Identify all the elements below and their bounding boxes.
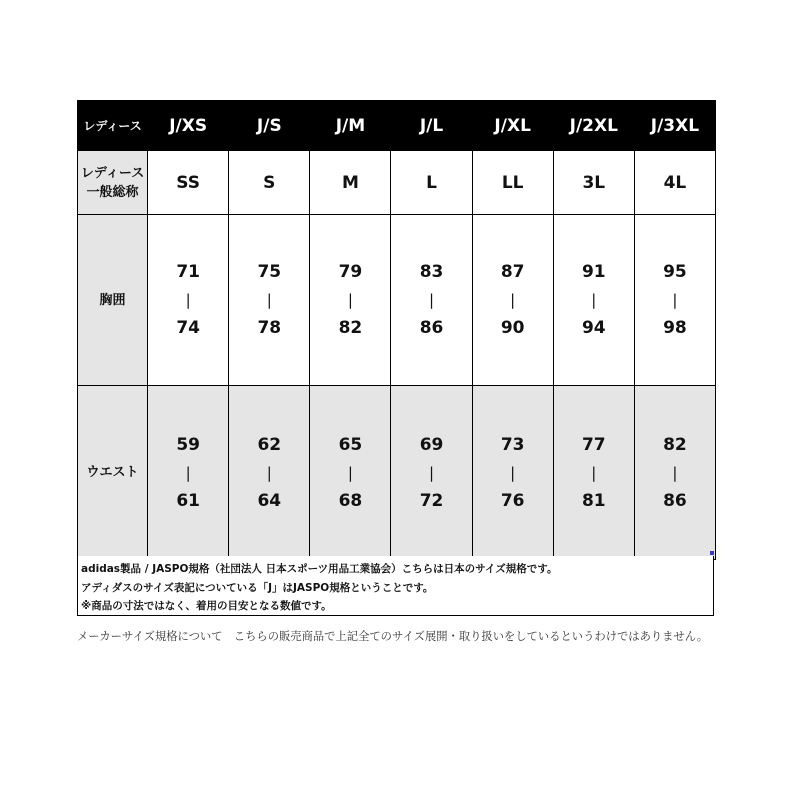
general-size-cell: S xyxy=(229,151,310,215)
range-min: 75 xyxy=(257,262,282,282)
range-min: 82 xyxy=(663,434,687,455)
waist-cell xyxy=(553,386,634,560)
range-max: 82 xyxy=(338,318,363,338)
range-max: 78 xyxy=(257,318,282,338)
size-header: J/3XL xyxy=(634,101,715,151)
header-row xyxy=(78,101,716,151)
range-max: 81 xyxy=(581,490,606,511)
chest-cell xyxy=(472,215,553,386)
range-max: 64 xyxy=(257,490,282,511)
chest-label: 胸囲 xyxy=(78,215,148,386)
waist-cell xyxy=(310,386,391,560)
range-separator: | xyxy=(672,463,678,482)
range-min: 73 xyxy=(500,434,525,455)
range-separator: | xyxy=(185,291,191,309)
general-size-cell: 3L xyxy=(553,151,634,215)
range-max: 98 xyxy=(663,318,687,338)
range-min: 65 xyxy=(338,434,363,455)
range-min: 69 xyxy=(419,434,444,455)
general-size-row xyxy=(78,151,716,215)
range-separator: | xyxy=(266,463,272,482)
range-min: 59 xyxy=(176,434,200,455)
waist-label: ウエスト xyxy=(78,386,148,560)
general-size-cell: M xyxy=(310,151,391,215)
range-separator: | xyxy=(347,463,353,482)
waist-row xyxy=(78,386,716,560)
range-min: 62 xyxy=(257,434,282,455)
range-max: 76 xyxy=(500,490,525,511)
waist-cell xyxy=(391,386,472,560)
range-max: 61 xyxy=(176,490,200,511)
note-line: adidas製品 / JASPO規格（社団法人 日本スポーツ用品工業協会）こちらは日本のサイズ規格です。 xyxy=(81,563,558,575)
size-chart-table xyxy=(77,100,716,560)
range-separator: | xyxy=(591,463,597,482)
waist-cell xyxy=(148,386,229,560)
range-min: 71 xyxy=(176,262,200,282)
range-separator: | xyxy=(510,291,516,309)
chest-cell xyxy=(553,215,634,386)
range-separator: | xyxy=(510,463,516,482)
range-min: 87 xyxy=(500,262,525,282)
range-max: 86 xyxy=(663,490,687,511)
chest-cell xyxy=(391,215,472,386)
range-min: 95 xyxy=(663,262,687,282)
general-size-cell: L xyxy=(391,151,472,215)
range-max: 74 xyxy=(176,318,200,338)
range-max: 86 xyxy=(419,318,444,338)
size-header: J/2XL xyxy=(553,101,634,151)
range-separator: | xyxy=(672,291,678,309)
general-size-label xyxy=(78,151,148,215)
range-separator: | xyxy=(429,463,435,482)
range-min: 83 xyxy=(419,262,444,282)
general-label-line2: 一般総称 xyxy=(86,184,139,200)
general-size-cell: 4L xyxy=(634,151,715,215)
size-header: J/XL xyxy=(472,101,553,151)
corner-mark xyxy=(710,551,714,555)
range-max: 94 xyxy=(581,318,606,338)
note-line: アディダスのサイズ表記についている「J」はJASPO規格ということです。 xyxy=(81,581,434,594)
header-label: レディース xyxy=(78,101,148,151)
chest-cell xyxy=(634,215,715,386)
size-header: J/M xyxy=(310,101,391,151)
range-separator: | xyxy=(591,291,597,309)
range-separator: | xyxy=(429,291,435,309)
waist-cell xyxy=(634,386,715,560)
range-max: 72 xyxy=(419,490,444,511)
range-min: 91 xyxy=(581,262,606,282)
range-separator: | xyxy=(347,291,353,309)
range-separator: | xyxy=(185,463,191,482)
range-max: 90 xyxy=(500,318,525,338)
range-min: 79 xyxy=(338,262,363,282)
size-header: J/S xyxy=(229,101,310,151)
general-size-cell: LL xyxy=(472,151,553,215)
range-max: 68 xyxy=(338,490,363,511)
size-header: J/L xyxy=(391,101,472,151)
chest-cell xyxy=(148,215,229,386)
range-separator: | xyxy=(266,291,272,309)
chest-cell xyxy=(229,215,310,386)
note-line: ※商品の寸法ではなく、着用の目安となる数値です。 xyxy=(81,600,332,612)
chest-row xyxy=(78,215,716,386)
waist-cell xyxy=(229,386,310,560)
size-standard-notes xyxy=(77,556,714,616)
general-label-line1: レディース xyxy=(80,165,145,181)
general-size-cell: SS xyxy=(148,151,229,215)
size-header: J/XS xyxy=(148,101,229,151)
waist-cell xyxy=(472,386,553,560)
footer-disclaimer: メーカーサイズ規格について こちらの販売商品で上記全てのサイズ展開・取り扱いをしているというわけではありません。 xyxy=(77,630,709,643)
range-min: 77 xyxy=(581,434,606,455)
chest-cell xyxy=(310,215,391,386)
